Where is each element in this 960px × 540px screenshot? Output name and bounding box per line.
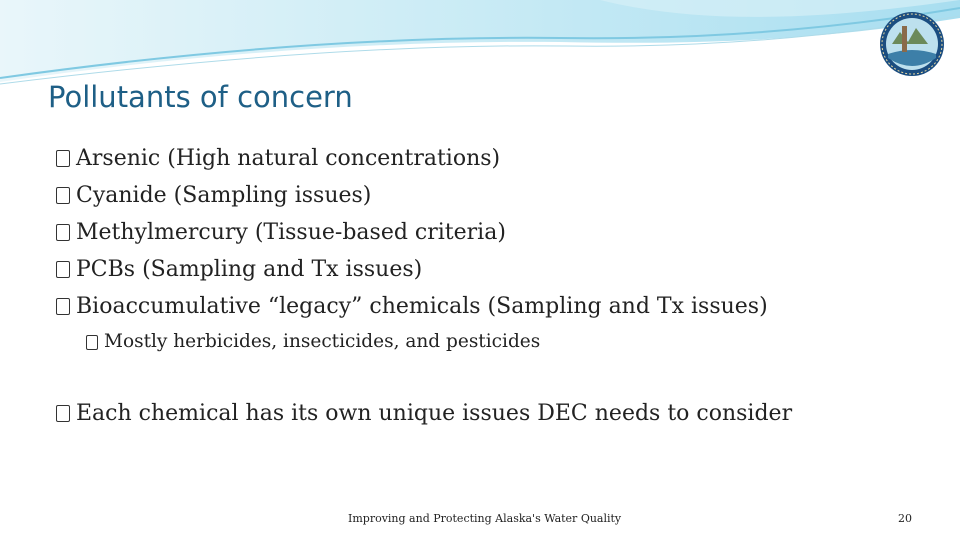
- page-number: 20: [898, 512, 912, 525]
- bullet-text: Mostly herbicides, insecticides, and pesticides: [104, 331, 541, 352]
- bullet-item: [56, 177, 936, 214]
- bullet-marker-icon: [56, 298, 70, 315]
- bullet-item: [56, 251, 936, 288]
- bullet-list: [56, 140, 936, 432]
- bullet-text: Arsenic (High natural concentrations): [76, 146, 501, 171]
- bullet-item: [56, 214, 936, 251]
- bullet-text: PCBs (Sampling and Tx issues): [76, 257, 423, 282]
- bullet-marker-icon: [86, 335, 98, 350]
- bullet-text: Each chemical has its own unique issues DEC needs to consider: [76, 401, 793, 426]
- bullet-item: [56, 140, 936, 177]
- bullet-text: Cyanide (Sampling issues): [76, 183, 372, 208]
- bullet-item: [56, 288, 936, 325]
- bullet-text: Methylmercury (Tissue-based criteria): [76, 220, 506, 245]
- bullet-item: [56, 395, 936, 432]
- bullet-text: Bioaccumulative “legacy” chemicals (Sampling and Tx issues): [76, 294, 768, 319]
- bullet-marker-icon: [56, 405, 70, 422]
- seal-logo: [878, 10, 946, 78]
- bullet-marker-icon: [56, 187, 70, 204]
- bullet-marker-icon: [56, 224, 70, 241]
- sub-bullet-item: [56, 325, 936, 359]
- bullet-marker-icon: [56, 261, 70, 278]
- footer-text: Improving and Protecting Alaska's Water Quality: [348, 512, 622, 525]
- bullet-marker-icon: [56, 150, 70, 167]
- slide-title: Pollutants of concern: [48, 80, 353, 114]
